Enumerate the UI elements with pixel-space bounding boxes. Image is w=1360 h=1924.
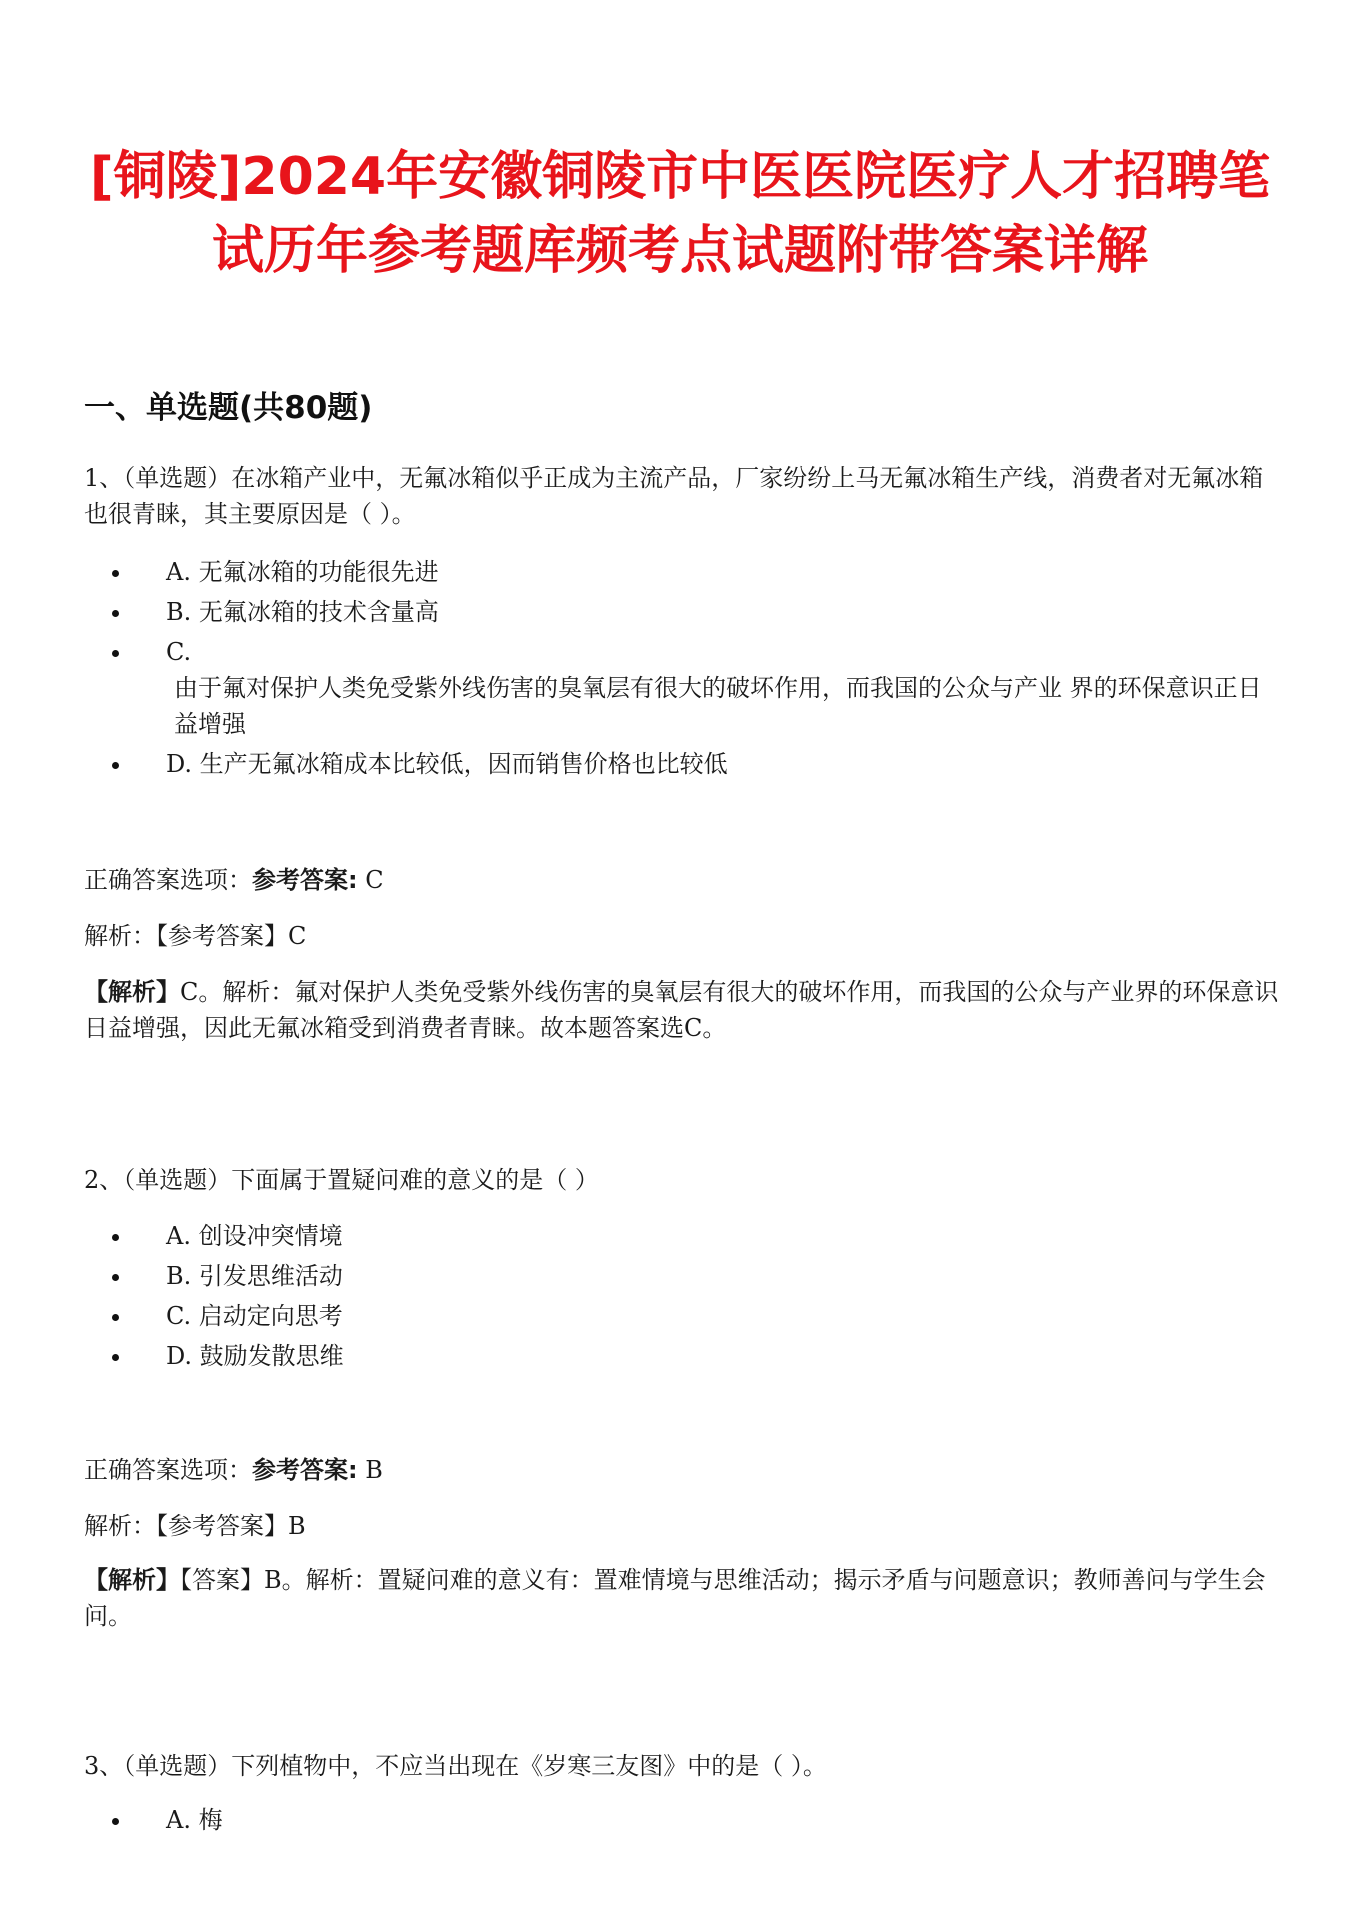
option-b: B. 无氟冰箱的技术含量高 — [84, 594, 1284, 630]
option-d: D. 鼓励发散思维 — [84, 1338, 1284, 1374]
option-a: A. 梅 — [84, 1802, 1284, 1838]
option-c-detail: 由于氟对保护人类免受紫外线伤害的臭氧层有很大的破坏作用，而我国的公众与产业 界的环保意识正日益增强 — [174, 674, 1262, 738]
question-2-analysis: 解析：【参考答案】B — [84, 1512, 306, 1540]
bullet-icon — [112, 570, 119, 577]
bullet-icon — [112, 1274, 119, 1281]
option-d: D. 生产无氟冰箱成本比较低，因而销售价格也比较低 — [84, 746, 1284, 782]
question-1-analysis: 解析：【参考答案】C — [84, 922, 307, 950]
section-heading: 一、单选题(共80题) — [84, 390, 373, 426]
bullet-icon — [112, 1818, 119, 1825]
question-2-answer: 正确答案选项：参考答案: B — [84, 1456, 383, 1484]
bullet-icon — [112, 1234, 119, 1241]
question-1-stem: 1、（单选题）在冰箱产业中，无氟冰箱似乎正成为主流产品，厂家纷纷上马无氟冰箱生产线，消费者对无氟冰箱也很青睐，其主要原因是（ ）。 — [84, 464, 1264, 528]
bullet-icon — [112, 762, 119, 769]
question-1-answer: 正确答案选项：参考答案: C — [84, 866, 384, 894]
question-2-options — [84, 1218, 1284, 1378]
option-a: A. 创设冲突情境 — [84, 1218, 1284, 1254]
option-c: C. 由于氟对保护人类免受紫外线伤害的臭氧层有很大的破坏作用，而我国的公众与产业 界的环保意识正日益增强 — [84, 634, 1284, 742]
question-1-options — [84, 554, 1284, 786]
question-3-options — [84, 1802, 1284, 1842]
bullet-icon — [112, 610, 119, 617]
bullet-icon — [112, 650, 119, 657]
question-2-explanation: 【解析】【答案】B。解析：置疑问难的意义有：置难情境与思维活动；揭示矛盾与问题意识；教师善问与学生会问。 — [84, 1566, 1266, 1630]
option-a: A. 无氟冰箱的功能很先进 — [84, 554, 1284, 590]
option-c: C. 启动定向思考 — [84, 1298, 1284, 1334]
question-3-stem: 3、（单选题）下列植物中，不应当出现在《岁寒三友图》中的是（ ）。 — [84, 1752, 827, 1780]
bullet-icon — [112, 1354, 119, 1361]
document-title: [铜陵]2024年安徽铜陵市中医医院医疗人才招聘笔试历年参考题库频考点试题附带答案详解 — [89, 147, 1271, 281]
option-b: B. 引发思维活动 — [84, 1258, 1284, 1294]
bullet-icon — [112, 1314, 119, 1321]
question-1-explanation: 【解析】C。解析：氟对保护人类免受紫外线伤害的臭氧层有很大的破坏作用，而我国的公众与产业界的环保意识日益增强，因此无氟冰箱受到消费者青睐。故本题答案选C。 — [84, 978, 1279, 1042]
question-2-stem: 2、（单选题）下面属于置疑问难的意义的是（ ） — [84, 1166, 599, 1194]
